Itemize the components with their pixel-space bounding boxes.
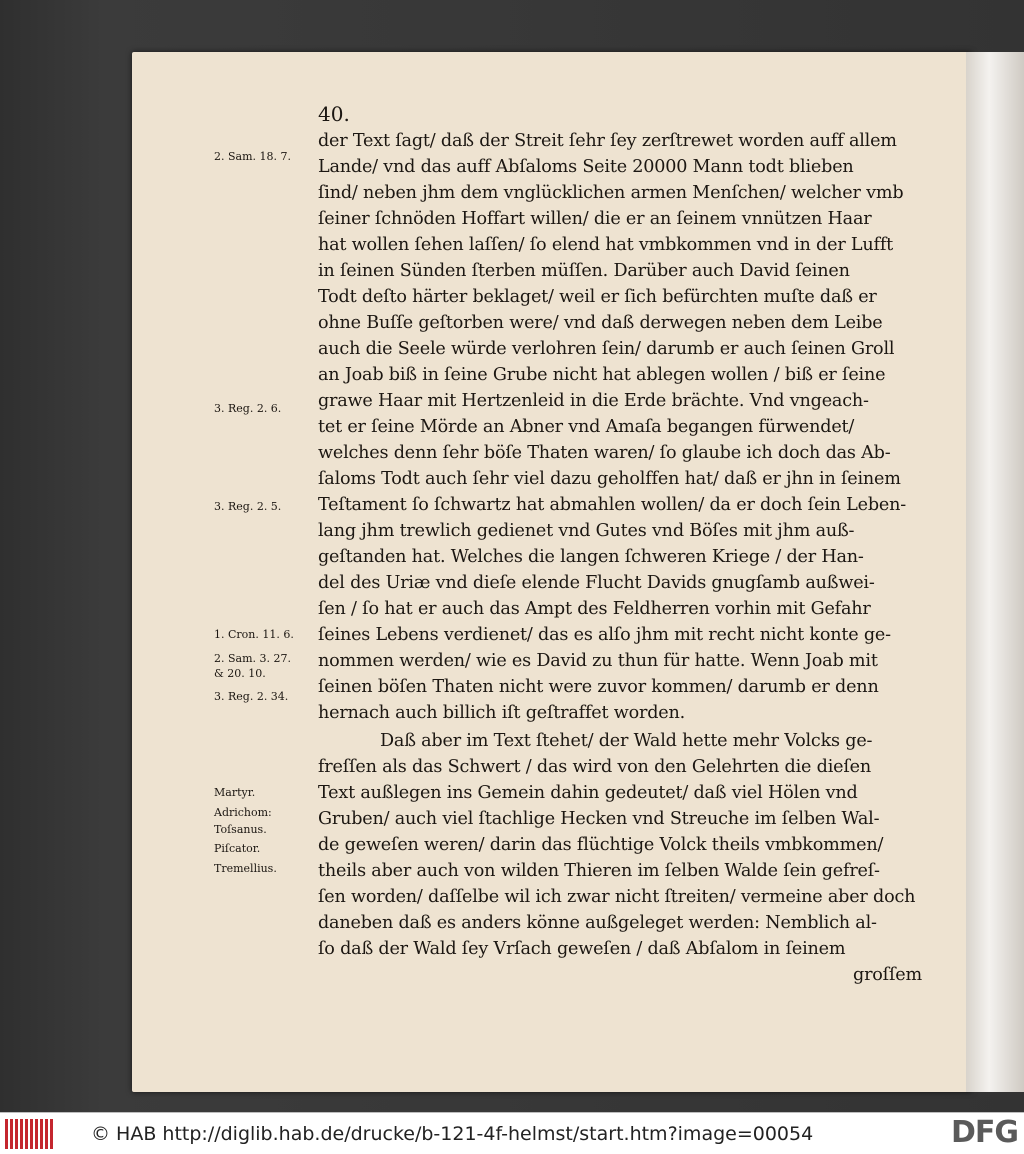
text-line-1: der Text ſagt/ daß der Streit ſehr ſey zerſtrewet worden auff allem [318, 131, 897, 151]
text-line-23: hernach auch billich iſt geſtraffet worden. [318, 703, 686, 723]
text-line-31: daneben daß es anders könne außgeleget werden: Nemblich al- [318, 913, 877, 933]
margin-note: Piſcator. [214, 842, 261, 855]
text-line-10: an Joab biß in ſeine Grube nicht hat ablegen wollen / biß er ſeine [318, 365, 886, 385]
text-line-11: grawe Haar mit Hertzenleid in die Erde brächte. Vnd vngeach- [318, 391, 869, 411]
text-line-29: theils aber auch von wilden Thieren im ſelben Walde ſein gefreſ- [318, 861, 880, 881]
text-line-8: ohne Buſſe geſtorben were/ vnd daß derwegen neben dem Leibe [318, 313, 883, 333]
margin-note: 3. Reg. 2. 5. [214, 500, 282, 513]
margin-note: Tremellius. [214, 862, 277, 875]
text-line-26: Text außlegen ins Gemein dahin gedeutet/ daß viel Hölen vnd [318, 783, 858, 803]
text-line-20: ſeines Lebens verdienet/ das es alſo jhm mit recht nicht konte ge- [318, 625, 891, 645]
text-line-4: ſeiner ſchnöden Hoffart willen/ die er an ſeinem vnnützen Haar [318, 209, 872, 229]
footer-bar [0, 1112, 1024, 1154]
margin-note: 1. Cron. 11. 6. [214, 628, 294, 641]
margin-note: Adrichom: [214, 806, 272, 819]
text-line-2: Lande/ vnd das auff Abſaloms Seite 20000 Mann todt blieben [318, 157, 854, 177]
margin-note: 3. Reg. 2. 34. [214, 690, 289, 703]
text-line-12: tet er ſeine Mörde an Abner vnd Amaſa begangen fürwendet/ [318, 417, 855, 437]
text-line-6: in ſeinen Sünden ſterben müſſen. Darüber auch David ſeinen [318, 261, 850, 281]
text-line-17: geſtanden hat. Welches die langen ſchweren Kriege / der Han- [318, 547, 864, 567]
text-line-30: ſen worden/ daſſelbe wil ich zwar nicht ſtreiten/ vermeine aber doch [318, 887, 916, 907]
margin-note: 2. Sam. 18. 7. [214, 150, 291, 163]
text-line-22: ſeinen böſen Thaten nicht were zuvor kommen/ darumb er denn [318, 677, 879, 697]
hab-logo-icon [5, 1117, 53, 1150]
text-line-14: ſaloms Todt auch ſehr viel dazu geholffen hat/ daß er jhn in ſeinem [318, 469, 901, 489]
text-line-13: welches denn ſehr böſe Thaten waren/ ſo glaube ich doch das Ab- [318, 443, 891, 463]
margin-note: & 20. 10. [214, 667, 266, 680]
text-line-24: Daß aber im Text ſtehet/ der Wald hette mehr Volcks ge- [380, 731, 873, 751]
margin-note: Martyr. [214, 786, 256, 799]
text-line-28: de geweſen weren/ darin das flüchtige Volck theils vmbkommen/ [318, 835, 884, 855]
text-line-19: ſen / ſo hat er auch das Ampt des Feldherren vorhin mit Gefahr [318, 599, 871, 619]
dfg-logo: DFG [950, 1115, 1018, 1150]
catchword: groſſem [853, 965, 922, 985]
page-number: 40. [318, 102, 350, 126]
margin-note: Toſsanus. [214, 823, 267, 836]
margin-note: 2. Sam. 3. 27. [214, 652, 291, 665]
text-line-9: auch die Seele würde verlohren ſein/ darumb er auch ſeinen Groll [318, 339, 895, 359]
text-line-15: Teſtament ſo ſchwartz hat abmahlen wollen/ da er doch ſein Leben- [318, 495, 907, 515]
page-edge [966, 52, 1024, 1092]
text-line-18: del des Uriæ vnd dieſe elende Flucht Davids gnugſamb außwei- [318, 573, 875, 593]
text-line-3: ſind/ neben jhm dem vnglücklichen armen Menſchen/ welcher vmb [318, 183, 904, 203]
text-line-16: lang jhm trewlich gedienet vnd Gutes vnd Böſes mit jhm auß- [318, 521, 855, 541]
text-line-5: hat wollen ſehen laſſen/ ſo elend hat vmbkommen vnd in der Lufft [318, 235, 894, 255]
text-line-7: Todt deſto härter beklaget/ weil er ſich befürchten muſte daß er [318, 287, 877, 307]
text-line-32: ſo daß der Wald ſey Vrſach geweſen / daß Abſalom in ſeinem [318, 939, 846, 959]
margin-note: 3. Reg. 2. 6. [214, 402, 282, 415]
text-line-21: nommen werden/ wie es David zu thun für hatte. Wenn Joab mit [318, 651, 878, 671]
text-line-25: freſſen als das Schwert / das wird von den Gelehrten die dieſen [318, 757, 871, 777]
copyright-url[interactable]: © HAB http://diglib.hab.de/drucke/b-121-4f-helmst/start.htm?image=00054 [91, 1122, 814, 1145]
text-line-27: Gruben/ auch viel ſtachlige Hecken vnd Streuche im ſelben Wal- [318, 809, 880, 829]
